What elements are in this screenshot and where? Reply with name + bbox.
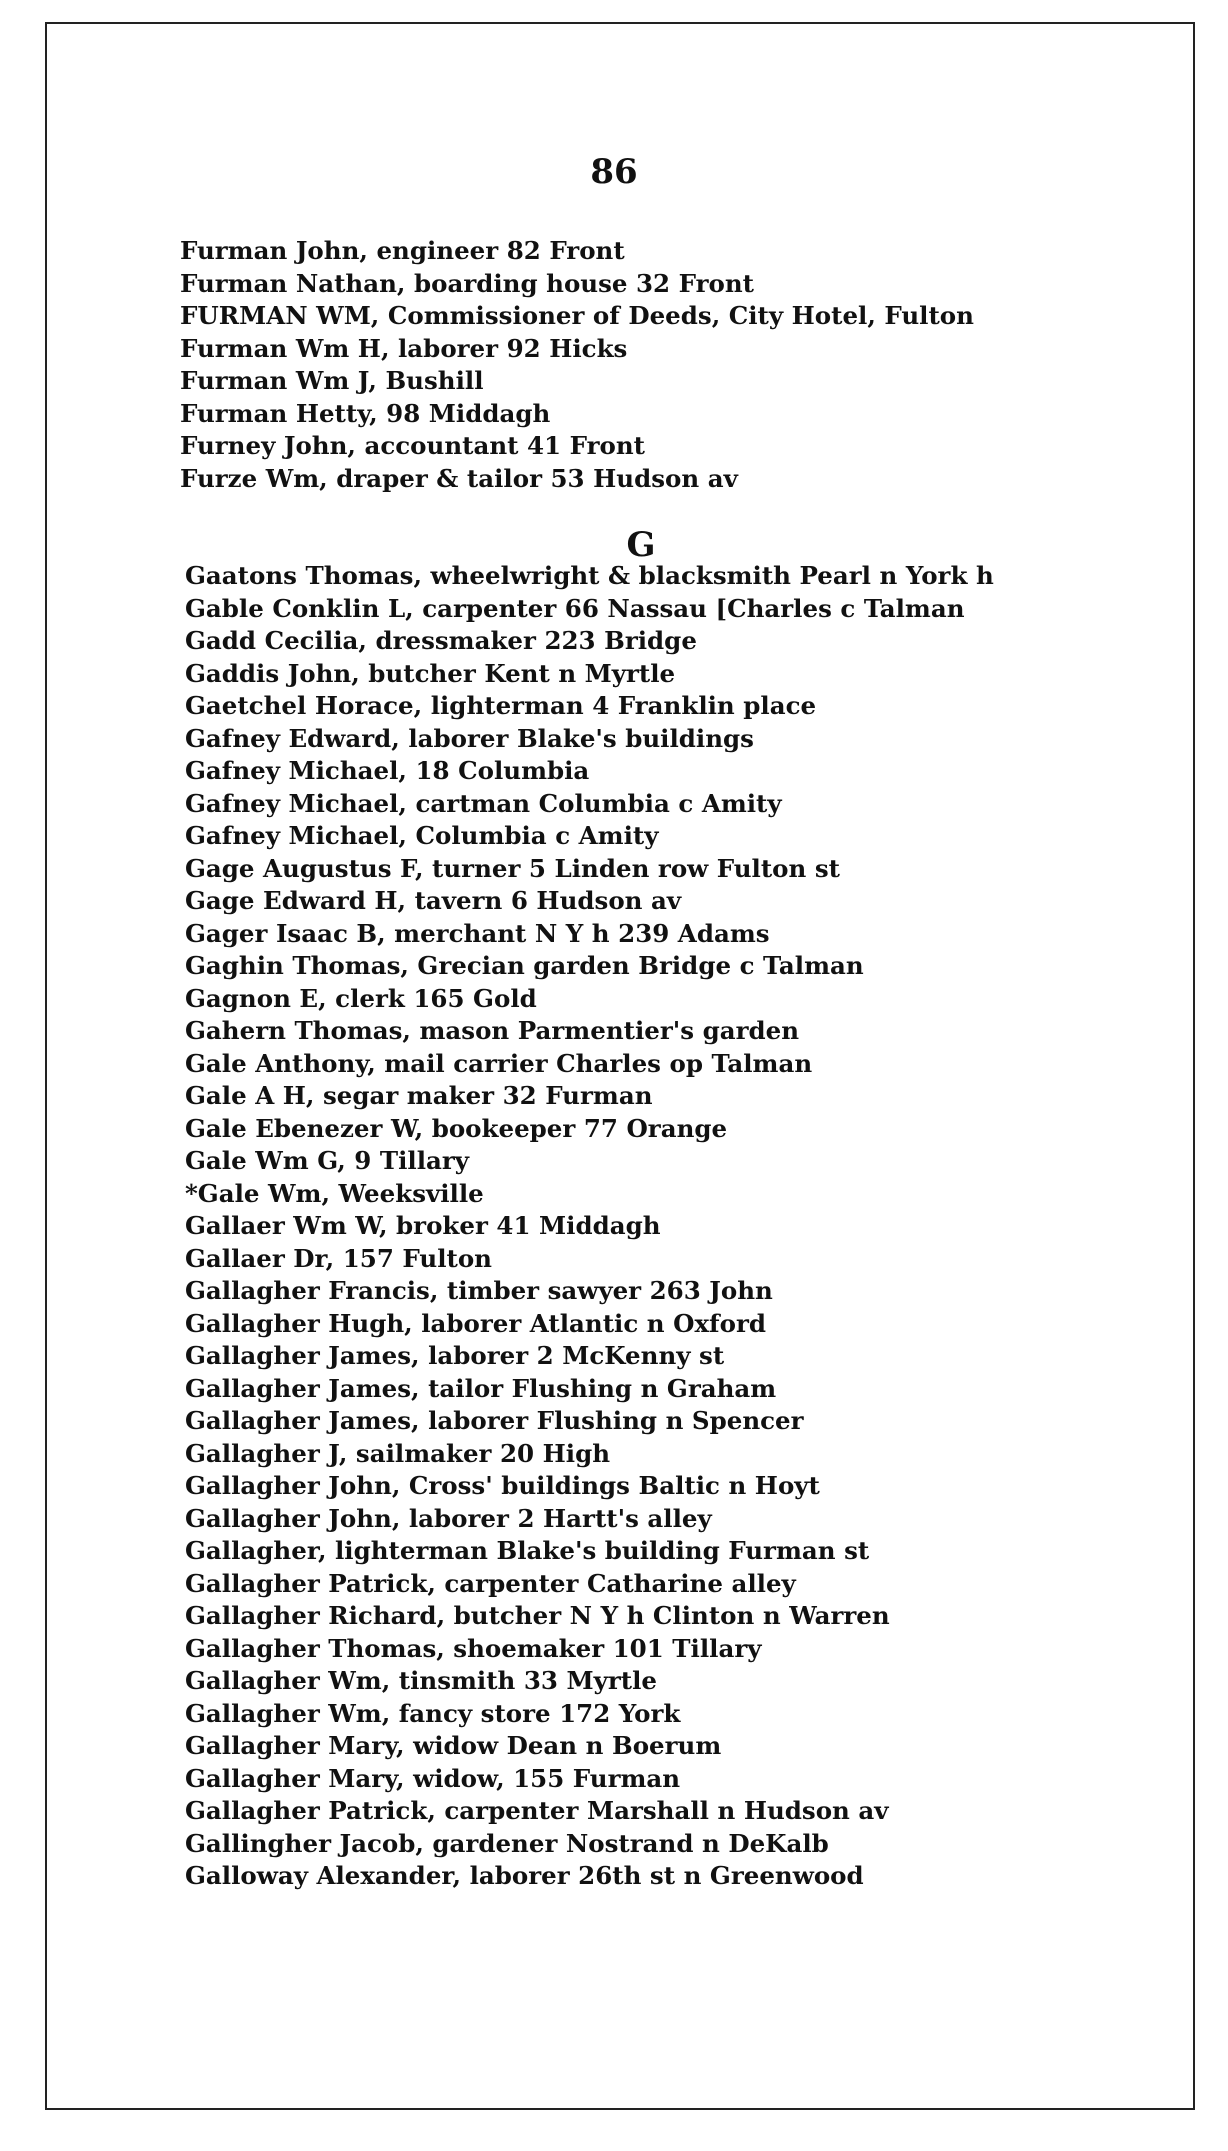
directory-entry: Gaetchel Horace, lighterman 4 Franklin place bbox=[185, 691, 817, 720]
directory-entry: FURMAN WM, Commissioner of Deeds, City Hotel, Fulton bbox=[180, 301, 974, 330]
directory-entry: Gage Augustus F, turner 5 Linden row Fulton st bbox=[185, 853, 840, 883]
directory-entry: Furman Wm J, Bushill bbox=[180, 366, 484, 395]
directory-entry: Gadd Cecilia, dressmaker 223 Bridge bbox=[185, 626, 697, 655]
directory-entry: Gallagher John, Cross' buildings Baltic n Hoyt bbox=[185, 1471, 820, 1500]
directory-entry: Galloway Alexander, laborer 26th st n Greenwood bbox=[185, 1861, 864, 1890]
directory-entry: Gallagher Patrick, carpenter Marshall n Hudson av bbox=[185, 1796, 889, 1825]
directory-entry: Furman Hetty, 98 Middagh bbox=[180, 398, 551, 428]
directory-entry: Gallagher Hugh, laborer Atlantic n Oxford bbox=[185, 1308, 766, 1338]
directory-entry: Gallagher Mary, widow, 155 Furman bbox=[185, 1763, 681, 1793]
directory-entry: Gaddis John, butcher Kent n Myrtle bbox=[185, 658, 676, 688]
directory-entry: Gallaer Wm W, broker 41 Middagh bbox=[185, 1211, 661, 1240]
directory-entry: Gallagher John, laborer 2 Hartt's alley bbox=[185, 1503, 712, 1533]
directory-entry: Gage Edward H, tavern 6 Hudson av bbox=[185, 886, 682, 915]
directory-entry: Gallaer Dr, 157 Fulton bbox=[185, 1243, 492, 1273]
directory-entry: Gaatons Thomas, wheelwright & blacksmith Pearl n York h bbox=[185, 561, 994, 590]
directory-entry: Gahern Thomas, mason Parmentier's garden bbox=[185, 1016, 800, 1045]
directory-entries-g bbox=[185, 560, 1185, 1893]
directory-entry: Gable Conklin L, carpenter 66 Nassau [Charles c Talman bbox=[185, 593, 965, 623]
directory-entry: Gafney Michael, cartman Columbia c Amity bbox=[185, 788, 782, 818]
directory-entry: Gallagher Wm, tinsmith 33 Myrtle bbox=[185, 1666, 657, 1695]
page-number: 86 bbox=[590, 152, 638, 192]
directory-entry: Gale A H, segar maker 32 Furman bbox=[185, 1081, 653, 1110]
directory-entry: Gallagher, lighterman Blake's building Furman st bbox=[185, 1536, 870, 1565]
directory-entry: Gale Ebenezer W, bookeeper 77 Orange bbox=[185, 1113, 728, 1143]
directory-entry: Gale Wm G, 9 Tillary bbox=[185, 1146, 470, 1175]
directory-entry: Gallagher Thomas, shoemaker 101 Tillary bbox=[185, 1633, 762, 1663]
directory-entry: Gallagher James, laborer Flushing n Spencer bbox=[185, 1406, 804, 1435]
directory-entries-f bbox=[180, 235, 1180, 495]
directory-entry: Gallagher Francis, timber sawyer 263 John bbox=[185, 1276, 773, 1305]
directory-entry: *Gale Wm, Weeksville bbox=[185, 1178, 484, 1208]
directory-entry: Furney John, accountant 41 Front bbox=[180, 431, 645, 460]
directory-entry: Gager Isaac B, merchant N Y h 239 Adams bbox=[185, 918, 770, 948]
directory-entry: Gallagher Wm, fancy store 172 York bbox=[185, 1698, 681, 1728]
directory-entry: Gallingher Jacob, gardener Nostrand n DeKalb bbox=[185, 1828, 829, 1858]
directory-entry: Gallagher Mary, widow Dean n Boerum bbox=[185, 1731, 722, 1760]
directory-entry: Gafney Michael, 18 Columbia bbox=[185, 756, 590, 785]
directory-entry: Gallagher Richard, butcher N Y h Clinton n Warren bbox=[185, 1601, 890, 1630]
directory-entry: Furze Wm, draper & tailor 53 Hudson av bbox=[180, 463, 738, 493]
directory-entry: Gafney Michael, Columbia c Amity bbox=[185, 821, 659, 850]
directory-entry: Furman John, engineer 82 Front bbox=[180, 236, 625, 265]
directory-entry: Gale Anthony, mail carrier Charles op Talman bbox=[185, 1048, 813, 1078]
directory-entry: Gallagher James, tailor Flushing n Graham bbox=[185, 1373, 777, 1403]
section-heading: G bbox=[626, 525, 656, 565]
directory-entry: Gaghin Thomas, Grecian garden Bridge c Talman bbox=[185, 951, 864, 980]
directory-entry: Gafney Edward, laborer Blake's buildings bbox=[185, 723, 754, 753]
directory-entry: Furman Nathan, boarding house 32 Front bbox=[180, 268, 754, 298]
directory-entry: Gallagher James, laborer 2 McKenny st bbox=[185, 1341, 725, 1370]
directory-entry: Furman Wm H, laborer 92 Hicks bbox=[180, 333, 628, 363]
directory-entry: Gallagher Patrick, carpenter Catharine alley bbox=[185, 1568, 796, 1598]
directory-entry: Gagnon E, clerk 165 Gold bbox=[185, 983, 537, 1013]
directory-entry: Gallagher J, sailmaker 20 High bbox=[185, 1438, 611, 1468]
